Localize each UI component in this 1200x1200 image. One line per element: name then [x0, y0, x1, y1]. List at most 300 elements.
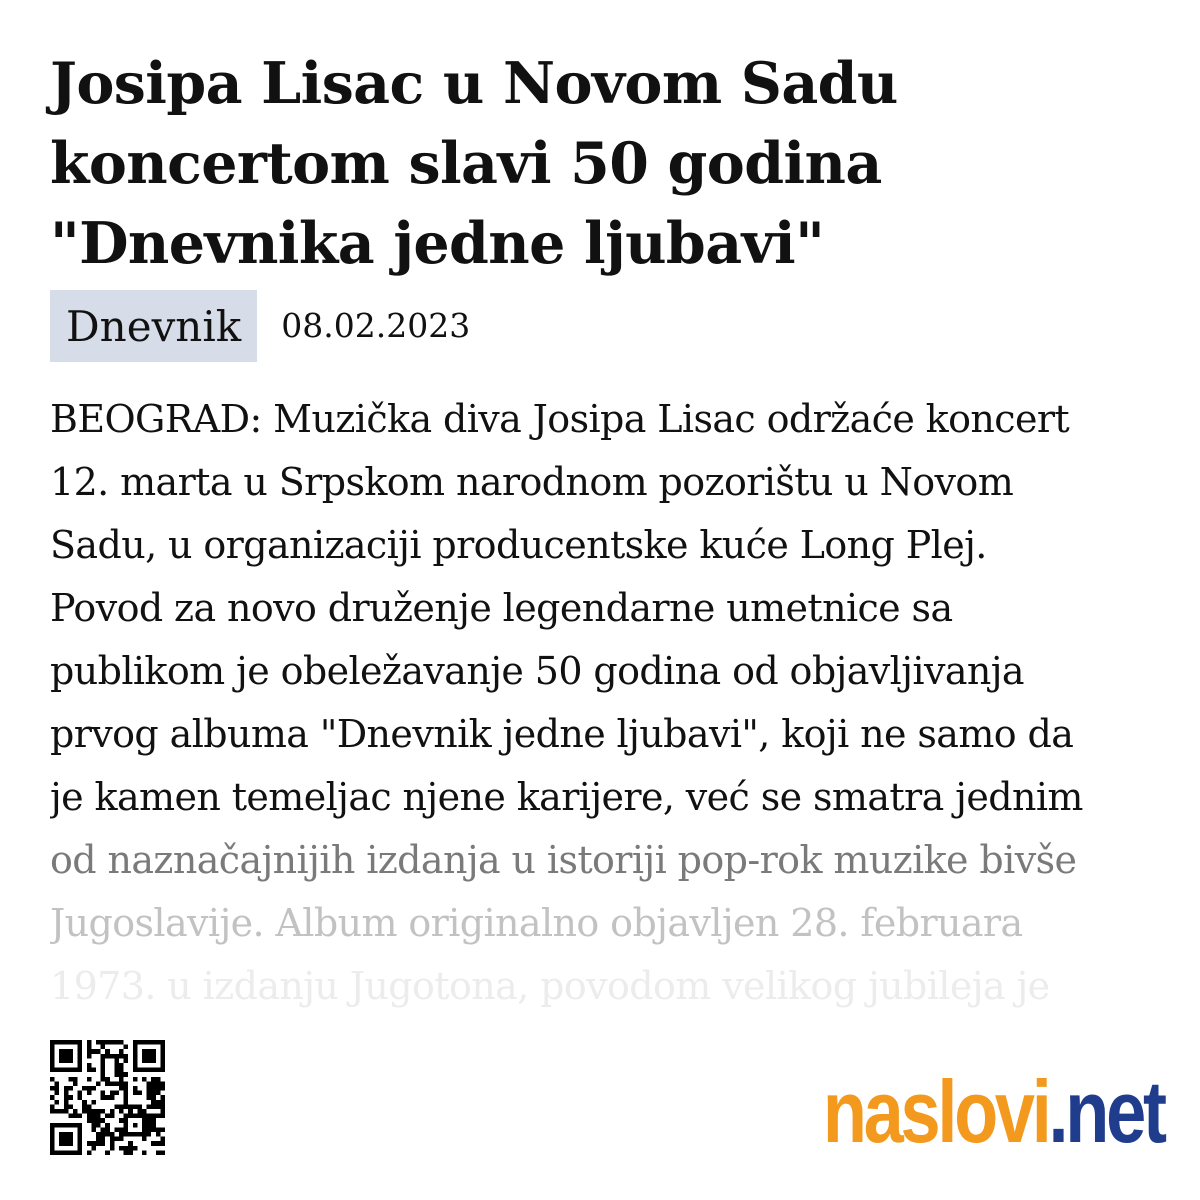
body-line: Sadu, u organizaciji producentske kuće Long Plej. — [50, 523, 987, 567]
qr-module — [101, 1091, 106, 1096]
qr-module — [105, 1095, 110, 1100]
qr-module — [114, 1104, 119, 1109]
qr-module — [78, 1063, 83, 1068]
qr-module — [151, 1091, 156, 1096]
qr-module — [68, 1141, 73, 1146]
qr-module — [64, 1150, 69, 1155]
qr-module — [156, 1114, 161, 1119]
qr-module — [156, 1104, 161, 1109]
qr-module — [50, 1150, 55, 1155]
qr-module — [142, 1058, 147, 1063]
qr-module — [68, 1058, 73, 1063]
qr-module — [82, 1086, 87, 1091]
qr-module — [142, 1054, 147, 1059]
qr-module — [151, 1058, 156, 1063]
qr-module — [119, 1040, 124, 1045]
qr-module — [55, 1150, 60, 1155]
qr-module — [142, 1077, 147, 1082]
qr-module — [64, 1100, 69, 1105]
qr-module — [119, 1127, 124, 1132]
qr-module — [55, 1091, 60, 1096]
qr-module — [133, 1058, 138, 1063]
qr-module — [110, 1040, 115, 1045]
qr-module — [96, 1049, 101, 1054]
qr-module — [128, 1150, 133, 1155]
qr-module — [119, 1109, 124, 1114]
qr-module — [64, 1123, 69, 1128]
qr-module — [160, 1114, 165, 1119]
qr-module — [101, 1054, 106, 1059]
qr-module — [50, 1049, 55, 1054]
qr-module — [68, 1049, 73, 1054]
qr-module — [73, 1068, 78, 1073]
qr-module — [160, 1045, 165, 1050]
qr-module — [124, 1132, 129, 1137]
qr-module — [133, 1045, 138, 1050]
qr-module — [64, 1137, 69, 1142]
qr-module — [133, 1114, 138, 1119]
qr-module — [147, 1086, 152, 1091]
qr-module — [156, 1150, 161, 1155]
qr-module — [78, 1146, 83, 1151]
qr-module — [160, 1150, 165, 1155]
qr-module — [110, 1132, 115, 1137]
body-line: je kamen temeljac njene karijere, već se smatra jednim — [50, 775, 1083, 819]
qr-module — [137, 1114, 142, 1119]
qr-module — [156, 1132, 161, 1137]
qr-module — [50, 1058, 55, 1063]
qr-module — [124, 1118, 129, 1123]
qr-module — [137, 1132, 142, 1137]
qr-module — [78, 1049, 83, 1054]
qr-module — [105, 1132, 110, 1137]
qr-module — [59, 1058, 64, 1063]
qr-module — [87, 1049, 92, 1054]
qr-module — [142, 1040, 147, 1045]
qr-module — [119, 1086, 124, 1091]
qr-module — [91, 1141, 96, 1146]
qr-module — [110, 1141, 115, 1146]
qr-module — [160, 1141, 165, 1146]
qr-module — [59, 1068, 64, 1073]
qr-module — [68, 1123, 73, 1128]
qr-module — [68, 1086, 73, 1091]
qr-module — [124, 1058, 129, 1063]
qr-module — [87, 1141, 92, 1146]
qr-module — [119, 1081, 124, 1086]
qr-module — [87, 1118, 92, 1123]
qr-module — [147, 1095, 152, 1100]
qr-module — [91, 1146, 96, 1151]
qr-module — [128, 1146, 133, 1151]
logo-text-naslovi: naslovi — [823, 1062, 1049, 1161]
qr-module — [87, 1109, 92, 1114]
qr-module — [137, 1040, 142, 1045]
qr-module — [114, 1137, 119, 1142]
qr-module — [91, 1118, 96, 1123]
body-line: od naznačajnijih izdanja u istoriji pop-rok muzike bivše — [50, 838, 1077, 882]
qr-module — [73, 1150, 78, 1155]
qr-module — [78, 1141, 83, 1146]
qr-module — [59, 1137, 64, 1142]
qr-module — [50, 1137, 55, 1142]
qr-module — [73, 1040, 78, 1045]
publish-date: 08.02.2023 — [281, 306, 471, 345]
qr-module — [151, 1141, 156, 1146]
qr-module — [137, 1068, 142, 1073]
qr-module — [82, 1100, 87, 1105]
qr-module — [101, 1132, 106, 1137]
qr-module — [133, 1146, 138, 1151]
qr-module — [137, 1109, 142, 1114]
qr-module — [119, 1132, 124, 1137]
qr-module — [59, 1150, 64, 1155]
qr-module — [110, 1081, 115, 1086]
qr-module — [151, 1127, 156, 1132]
source-badge[interactable]: Dnevnik — [50, 290, 257, 362]
qr-module — [101, 1141, 106, 1146]
qr-module — [133, 1104, 138, 1109]
qr-module — [160, 1137, 165, 1142]
qr-module — [151, 1049, 156, 1054]
qr-module — [87, 1104, 92, 1109]
qr-module — [147, 1114, 152, 1119]
qr-module — [151, 1095, 156, 1100]
qr-module — [59, 1109, 64, 1114]
qr-module — [133, 1040, 138, 1045]
qr-module — [73, 1123, 78, 1128]
qr-module — [87, 1063, 92, 1068]
qr-module — [110, 1054, 115, 1059]
body-line: prvog albuma "Dnevnik jedne ljubavi", koji ne samo da — [50, 712, 1074, 756]
qr-module — [133, 1054, 138, 1059]
qr-module — [124, 1114, 129, 1119]
qr-module — [151, 1114, 156, 1119]
qr-module — [110, 1146, 115, 1151]
qr-module — [160, 1040, 165, 1045]
qr-module — [87, 1045, 92, 1050]
qr-module — [160, 1109, 165, 1114]
qr-module — [87, 1077, 92, 1082]
headline-line: "Dnevnika jedne ljubavi" — [50, 210, 825, 277]
qr-module — [142, 1114, 147, 1119]
qr-module — [87, 1114, 92, 1119]
qr-module — [78, 1132, 83, 1137]
qr-module — [156, 1077, 161, 1082]
qr-module — [124, 1045, 129, 1050]
qr-module — [124, 1086, 129, 1091]
qr-module — [156, 1081, 161, 1086]
body-line: Povod za novo druženje legendarne umetnice sa — [50, 586, 953, 630]
qr-module — [105, 1127, 110, 1132]
qr-module — [160, 1100, 165, 1105]
qr-module — [147, 1127, 152, 1132]
qr-module — [64, 1109, 69, 1114]
qr-module — [78, 1040, 83, 1045]
qr-module — [68, 1068, 73, 1073]
qr-module — [55, 1086, 60, 1091]
logo-text-dot: . — [1048, 1062, 1066, 1161]
qr-module — [64, 1054, 69, 1059]
qr-module — [87, 1091, 92, 1096]
qr-module — [128, 1109, 133, 1114]
headline-line: koncertom slavi 50 godina — [50, 130, 882, 197]
qr-module — [68, 1095, 73, 1100]
qr-module — [50, 1045, 55, 1050]
qr-module — [101, 1045, 106, 1050]
qr-module — [133, 1086, 138, 1091]
qr-module — [133, 1077, 138, 1082]
qr-module — [101, 1063, 106, 1068]
qr-module — [124, 1054, 129, 1059]
qr-module — [114, 1072, 119, 1077]
qr-module — [50, 1077, 55, 1082]
qr-module — [160, 1095, 165, 1100]
qr-module — [151, 1068, 156, 1073]
qr-module — [156, 1091, 161, 1096]
qr-module — [119, 1068, 124, 1073]
qr-module — [68, 1077, 73, 1082]
qr-module — [73, 1109, 78, 1114]
qr-code-icon[interactable] — [50, 1040, 165, 1155]
qr-module — [91, 1086, 96, 1091]
body-line: 12. marta u Srpskom narodnom pozorištu u Novom — [50, 460, 1014, 504]
qr-module — [59, 1054, 64, 1059]
qr-module — [64, 1068, 69, 1073]
qr-module — [105, 1114, 110, 1119]
qr-module — [55, 1040, 60, 1045]
qr-module — [124, 1146, 129, 1151]
qr-module — [91, 1049, 96, 1054]
qr-module — [133, 1132, 138, 1137]
qr-module — [50, 1146, 55, 1151]
qr-module — [50, 1095, 55, 1100]
qr-module — [87, 1086, 92, 1091]
qr-module — [101, 1058, 106, 1063]
qr-module — [59, 1123, 64, 1128]
qr-module — [101, 1095, 106, 1100]
qr-module — [96, 1141, 101, 1146]
qr-module — [110, 1137, 115, 1142]
qr-module — [147, 1058, 152, 1063]
qr-module — [55, 1081, 60, 1086]
qr-module — [55, 1109, 60, 1114]
qr-module — [151, 1118, 156, 1123]
qr-module — [128, 1104, 133, 1109]
qr-module — [96, 1132, 101, 1137]
qr-module — [142, 1118, 147, 1123]
qr-module — [151, 1123, 156, 1128]
qr-module — [96, 1118, 101, 1123]
qr-module — [64, 1086, 69, 1091]
qr-module — [151, 1081, 156, 1086]
qr-module — [50, 1063, 55, 1068]
qr-module — [137, 1104, 142, 1109]
qr-module — [96, 1081, 101, 1086]
qr-module — [151, 1086, 156, 1091]
qr-module — [156, 1068, 161, 1073]
qr-module — [119, 1049, 124, 1054]
qr-module — [119, 1072, 124, 1077]
qr-module — [105, 1054, 110, 1059]
qr-module — [50, 1104, 55, 1109]
qr-module — [114, 1091, 119, 1096]
qr-module — [96, 1123, 101, 1128]
qr-module — [151, 1040, 156, 1045]
qr-module — [68, 1150, 73, 1155]
qr-module — [151, 1077, 156, 1082]
qr-module — [105, 1150, 110, 1155]
qr-module — [105, 1081, 110, 1086]
qr-module — [78, 1150, 83, 1155]
qr-module — [50, 1123, 55, 1128]
qr-module — [68, 1132, 73, 1137]
qr-module — [55, 1100, 60, 1105]
qr-module — [110, 1109, 115, 1114]
qr-module — [87, 1054, 92, 1059]
qr-module — [151, 1100, 156, 1105]
qr-module — [50, 1068, 55, 1073]
qr-module — [64, 1141, 69, 1146]
qr-module — [78, 1068, 83, 1073]
qr-module — [64, 1049, 69, 1054]
qr-module — [50, 1040, 55, 1045]
qr-module — [50, 1132, 55, 1137]
qr-module — [147, 1068, 152, 1073]
qr-module — [110, 1114, 115, 1119]
qr-module — [142, 1109, 147, 1114]
qr-module — [119, 1063, 124, 1068]
qr-module — [50, 1054, 55, 1059]
qr-module — [124, 1123, 129, 1128]
qr-module — [59, 1040, 64, 1045]
qr-module — [160, 1104, 165, 1109]
qr-module — [114, 1081, 119, 1086]
qr-module — [124, 1091, 129, 1096]
qr-module — [68, 1104, 73, 1109]
qr-module — [114, 1054, 119, 1059]
qr-module — [105, 1123, 110, 1128]
qr-module — [114, 1058, 119, 1063]
qr-module — [78, 1091, 83, 1096]
qr-module — [160, 1054, 165, 1059]
qr-module — [96, 1040, 101, 1045]
body-line: BEOGRAD: Muzička diva Josipa Lisac održaće koncert — [50, 397, 1070, 441]
qr-module — [119, 1054, 124, 1059]
qr-module — [73, 1077, 78, 1082]
qr-module — [160, 1063, 165, 1068]
body-line: publikom je obeležavanje 50 godina od objavljivanja — [50, 649, 1024, 693]
qr-module — [151, 1104, 156, 1109]
qr-module — [87, 1150, 92, 1155]
logo-text-net: net — [1065, 1062, 1164, 1161]
naslovi-net-logo[interactable] — [823, 1062, 1164, 1162]
qr-module — [55, 1123, 60, 1128]
qr-module — [156, 1141, 161, 1146]
qr-module — [124, 1081, 129, 1086]
qr-module — [101, 1068, 106, 1073]
qr-module — [124, 1127, 129, 1132]
qr-module — [105, 1077, 110, 1082]
qr-module — [101, 1077, 106, 1082]
qr-module — [119, 1118, 124, 1123]
qr-module — [105, 1049, 110, 1054]
qr-module — [147, 1049, 152, 1054]
body-line: Jugoslavije. Album originalno objavljen 28. februara — [50, 901, 1023, 945]
qr-module — [160, 1127, 165, 1132]
qr-module — [91, 1114, 96, 1119]
qr-module — [119, 1137, 124, 1142]
qr-module — [82, 1104, 87, 1109]
qr-module — [160, 1068, 165, 1073]
qr-module — [78, 1054, 83, 1059]
qr-module — [133, 1049, 138, 1054]
qr-module — [96, 1114, 101, 1119]
qr-module — [147, 1118, 152, 1123]
qr-module — [124, 1104, 129, 1109]
qr-module — [105, 1040, 110, 1045]
qr-module — [91, 1100, 96, 1105]
qr-module — [78, 1137, 83, 1142]
qr-module — [147, 1123, 152, 1128]
qr-module — [55, 1068, 60, 1073]
qr-module — [119, 1077, 124, 1082]
qr-module — [110, 1091, 115, 1096]
qr-module — [142, 1123, 147, 1128]
qr-module — [78, 1114, 83, 1119]
headline-line: Josipa Lisac u Novom Sadu — [50, 50, 898, 117]
qr-module — [114, 1068, 119, 1073]
qr-module — [147, 1104, 152, 1109]
qr-module — [91, 1109, 96, 1114]
qr-module — [78, 1127, 83, 1132]
qr-module — [114, 1040, 119, 1045]
qr-module — [96, 1137, 101, 1142]
qr-module — [87, 1068, 92, 1073]
qr-module — [156, 1040, 161, 1045]
qr-module — [137, 1091, 142, 1096]
qr-module — [142, 1068, 147, 1073]
qr-module — [73, 1081, 78, 1086]
qr-module — [124, 1150, 129, 1155]
qr-module — [114, 1063, 119, 1068]
qr-module — [124, 1095, 129, 1100]
qr-module — [147, 1081, 152, 1086]
qr-module — [64, 1058, 69, 1063]
qr-module — [160, 1058, 165, 1063]
qr-module — [142, 1150, 147, 1155]
qr-module — [101, 1040, 106, 1045]
qr-module — [101, 1118, 106, 1123]
qr-module — [91, 1123, 96, 1128]
qr-module — [128, 1141, 133, 1146]
qr-module — [68, 1114, 73, 1119]
body-line: 1973. u izdanju Jugotona, povodom velikog jubileja je — [50, 964, 1050, 1008]
qr-module — [59, 1141, 64, 1146]
qr-module — [156, 1100, 161, 1105]
qr-module — [64, 1095, 69, 1100]
qr-module — [160, 1049, 165, 1054]
qr-module — [133, 1068, 138, 1073]
qr-module — [147, 1091, 152, 1096]
qr-module — [101, 1109, 106, 1114]
qr-module — [133, 1123, 138, 1128]
qr-module — [50, 1109, 55, 1114]
qr-module — [142, 1132, 147, 1137]
qr-module — [124, 1100, 129, 1105]
qr-module — [73, 1114, 78, 1119]
qr-module — [124, 1072, 129, 1077]
